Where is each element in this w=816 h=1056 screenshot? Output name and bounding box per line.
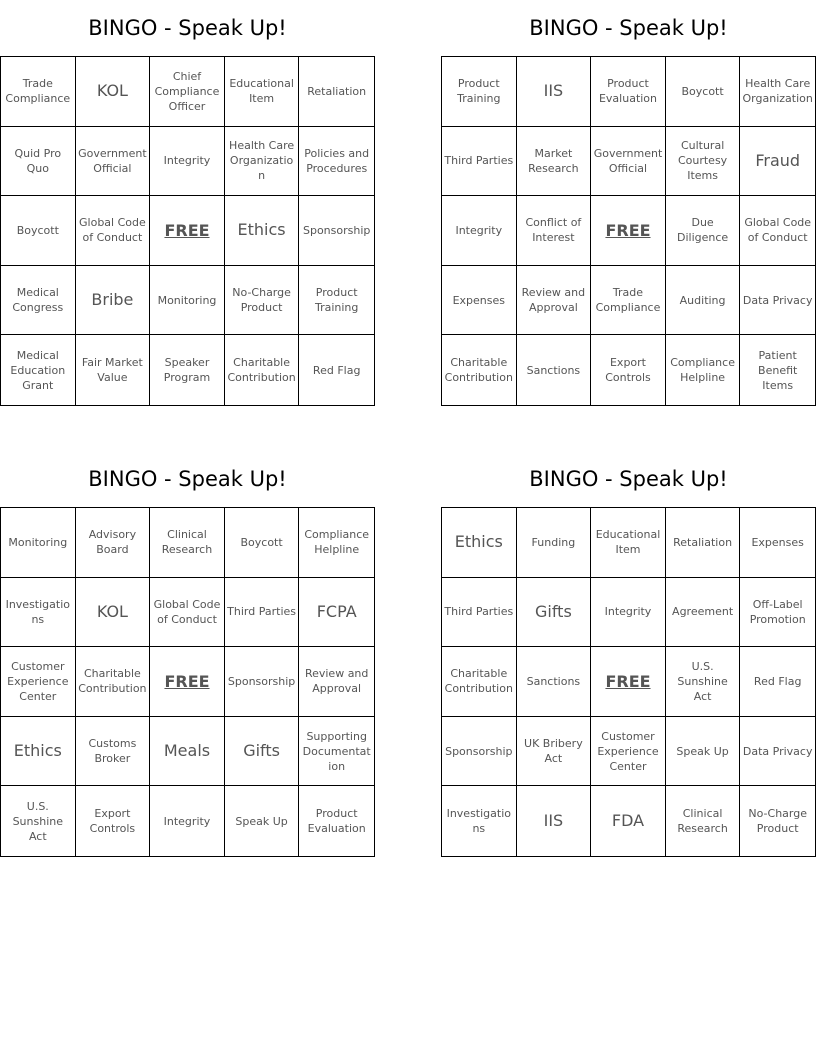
bingo-cell[interactable]: Clinical Research (666, 786, 741, 856)
bingo-cell[interactable]: FCPA (299, 578, 374, 648)
bingo-cell[interactable]: Third Parties (442, 127, 517, 197)
bingo-cell[interactable]: Auditing (666, 266, 741, 336)
bingo-cell[interactable]: Third Parties (225, 578, 300, 648)
bingo-cell[interactable]: Conflict of Interest (517, 196, 592, 266)
bingo-cell[interactable]: Medical Congress (1, 266, 76, 336)
bingo-cell[interactable]: Fraud (740, 127, 815, 197)
bingo-cell[interactable]: Third Parties (442, 578, 517, 648)
bingo-cell[interactable]: Advisory Board (76, 508, 151, 578)
bingo-cell[interactable]: Chief Compliance Officer (150, 57, 225, 127)
bingo-cell[interactable]: Data Privacy (740, 717, 815, 787)
bingo-cell[interactable]: Sponsorship (225, 647, 300, 717)
bingo-cell[interactable]: Clinical Research (150, 508, 225, 578)
bingo-cell[interactable]: Data Privacy (740, 266, 815, 336)
bingo-cell[interactable]: Sponsorship (442, 717, 517, 787)
bingo-cell[interactable]: Meals (150, 717, 225, 787)
free-space[interactable]: FREE (591, 647, 666, 717)
card-title: BINGO - Speak Up! (529, 467, 728, 491)
bingo-cell[interactable]: KOL (76, 578, 151, 648)
bingo-cell[interactable]: Educational Item (591, 508, 666, 578)
bingo-cell[interactable]: Speak Up (666, 717, 741, 787)
bingo-cell[interactable]: U.S. Sunshine Act (666, 647, 741, 717)
bingo-cell[interactable]: Due Diligence (666, 196, 741, 266)
bingo-cell[interactable]: Expenses (740, 508, 815, 578)
bingo-grid (441, 56, 816, 406)
bingo-cell[interactable]: Customer Experience Center (591, 717, 666, 787)
bingo-cell[interactable]: Market Research (517, 127, 592, 197)
bingo-cell[interactable]: FDA (591, 786, 666, 856)
bingo-cell[interactable]: Boycott (666, 57, 741, 127)
bingo-cell[interactable]: Investigations (1, 578, 76, 648)
bingo-cell[interactable]: Policies and Procedures (299, 127, 374, 197)
bingo-cell[interactable]: Bribe (76, 266, 151, 336)
bingo-cell[interactable]: Export Controls (76, 786, 151, 856)
bingo-cell[interactable]: Supporting Documentation (299, 717, 374, 787)
bingo-cell[interactable]: Patient Benefit Items (758, 348, 798, 392)
bingo-cell[interactable]: Product Evaluation (307, 807, 366, 836)
card-title: BINGO - Speak Up! (88, 16, 287, 40)
bingo-cell[interactable]: Ethics (225, 196, 300, 266)
bingo-cell[interactable]: Ethics (442, 508, 517, 578)
bingo-cell[interactable]: Compliance Helpline (666, 335, 741, 405)
bingo-cell[interactable]: Speaker Program (150, 335, 225, 405)
bingo-cell[interactable]: Sanctions (517, 335, 592, 405)
bingo-cell[interactable]: Global Code of Conduct (740, 196, 815, 266)
bingo-cell[interactable]: Agreement (666, 578, 741, 648)
bingo-cell[interactable]: Integrity (150, 127, 225, 197)
bingo-cell[interactable]: Integrity (591, 578, 666, 648)
bingo-cell[interactable]: Monitoring (1, 508, 76, 578)
bingo-cell[interactable]: Red Flag (740, 647, 815, 717)
bingo-cell[interactable]: Review and Approval (299, 647, 374, 717)
bingo-cell[interactable]: Ethics (1, 717, 76, 787)
bingo-cell[interactable]: Funding (517, 508, 592, 578)
bingo-grid (441, 507, 816, 857)
bingo-cell[interactable]: Monitoring (150, 266, 225, 336)
bingo-cell[interactable]: Fair Market Value (76, 335, 151, 405)
bingo-cell[interactable]: No-Charge Product (748, 807, 807, 836)
bingo-cell[interactable]: Review and Approval (517, 266, 592, 336)
bingo-cell[interactable]: Retaliation (299, 57, 374, 127)
bingo-cell[interactable]: KOL (76, 57, 151, 127)
bingo-cell[interactable]: Gifts (225, 717, 300, 787)
bingo-cell[interactable]: Integrity (442, 196, 517, 266)
bingo-cell[interactable]: Medical Education Grant (1, 335, 76, 405)
bingo-cell[interactable]: Customer Experience Center (1, 647, 76, 717)
bingo-cell[interactable]: UK Bribery Act (517, 717, 592, 787)
bingo-cell[interactable]: Retaliation (666, 508, 741, 578)
bingo-cell[interactable]: Expenses (442, 266, 517, 336)
bingo-cell[interactable]: Product Training (442, 57, 517, 127)
bingo-cell[interactable]: Global Code of Conduct (76, 196, 151, 266)
bingo-cell[interactable]: Investigations (442, 786, 517, 856)
bingo-cell[interactable]: Global Code of Conduct (150, 578, 225, 648)
bingo-grid (0, 56, 375, 406)
bingo-cell[interactable]: Compliance Helpline (299, 508, 374, 578)
free-space[interactable]: FREE (150, 196, 225, 266)
bingo-cell[interactable]: Health Care Organization (740, 57, 815, 127)
bingo-grid (0, 507, 375, 857)
card-title: BINGO - Speak Up! (529, 16, 728, 40)
bingo-cell[interactable]: Charitable Contribution (442, 335, 517, 405)
card-title: BINGO - Speak Up! (88, 467, 287, 491)
bingo-cell[interactable]: Trade Compliance (591, 266, 666, 336)
bingo-cell[interactable]: Educational Item (225, 57, 300, 127)
bingo-cell[interactable]: Product Training (299, 266, 374, 336)
bingo-cell[interactable]: Trade Compliance (1, 57, 76, 127)
bingo-cell[interactable]: Integrity (150, 786, 225, 856)
bingo-cell[interactable]: Health Care Organization (225, 127, 300, 197)
bingo-cell[interactable]: Government Official (76, 127, 151, 197)
bingo-cell[interactable]: Product Evaluation (591, 57, 666, 127)
bingo-cell[interactable]: Export Controls (591, 335, 666, 405)
bingo-cell[interactable]: Charitable Contribution (76, 647, 151, 717)
bingo-cell[interactable]: Boycott (1, 196, 76, 266)
bingo-cell[interactable]: Quid Pro Quo (1, 127, 76, 197)
bingo-cell[interactable]: Off-Label Promotion (740, 578, 815, 648)
bingo-cell[interactable]: Sponsorship (299, 196, 374, 266)
bingo-cell[interactable]: Boycott (225, 508, 300, 578)
bingo-cell[interactable]: Customs Broker (76, 717, 151, 787)
bingo-cell[interactable]: Gifts (517, 578, 592, 648)
bingo-cell[interactable]: Government Official (591, 127, 666, 197)
bingo-cell[interactable]: No-Charge Product (225, 266, 300, 336)
bingo-cell[interactable]: Cultural Courtesy Items (666, 127, 741, 197)
bingo-cell[interactable]: Red Flag (312, 363, 361, 377)
bingo-cell[interactable]: Speak Up (225, 786, 300, 856)
free-space[interactable]: FREE (591, 196, 666, 266)
bingo-cell[interactable]: Charitable Contribution (225, 335, 300, 405)
bingo-cell[interactable]: IIS (517, 786, 592, 856)
bingo-cell[interactable]: U.S. Sunshine Act (1, 786, 76, 856)
free-space[interactable]: FREE (150, 647, 225, 717)
bingo-cell[interactable]: Sanctions (517, 647, 592, 717)
bingo-cell[interactable]: IIS (517, 57, 592, 127)
bingo-cell[interactable]: Charitable Contribution (442, 647, 517, 717)
